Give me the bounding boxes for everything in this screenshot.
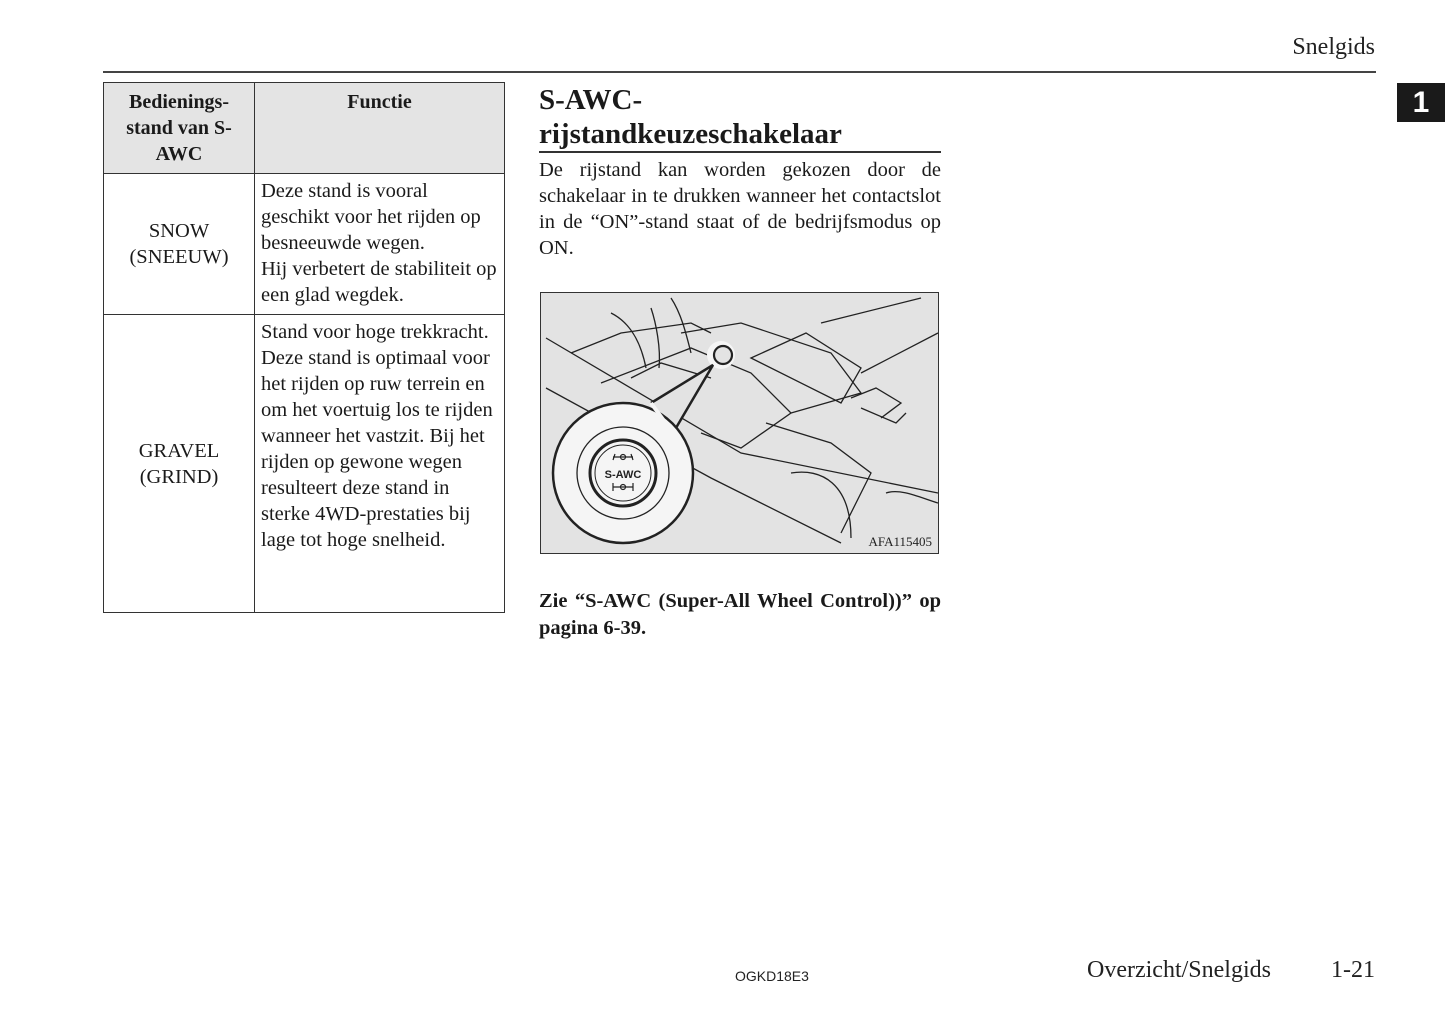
mode-translation: (GRIND)	[139, 465, 219, 488]
table-header-row	[104, 83, 505, 174]
sawc-mode-table	[103, 82, 505, 613]
running-header-title: Snelgids	[1292, 34, 1375, 60]
section-title: S-AWC-rijstandkeuzeschakelaar	[539, 84, 842, 150]
table-row	[104, 174, 505, 315]
mode-translation: (SNEEUW)	[129, 246, 229, 268]
function-text: Stand voor hoge trekkracht.	[261, 321, 489, 343]
header-rule	[103, 71, 1376, 73]
document-code: OGKD18E3	[735, 968, 809, 984]
function-text: Deze stand is vooral geschikt voor het rijden op besneeuwde wegen.	[261, 180, 481, 254]
footer-section-title: Overzicht/Snelgids	[1087, 957, 1271, 983]
page-number: 1-21	[1331, 957, 1375, 983]
chapter-tab: 1	[1397, 83, 1445, 122]
mode-name: GRAVEL	[138, 439, 220, 462]
function-cell	[255, 174, 505, 315]
mode-cell	[104, 174, 255, 315]
mode-cell	[104, 315, 255, 613]
table-header-function: Functie	[255, 83, 505, 174]
function-cell	[255, 315, 505, 613]
figure-code: AFA115405	[868, 534, 932, 549]
sawc-switch-illustration	[540, 292, 939, 554]
section-body: De rijstand kan worden gekozen door de schakelaar in te drukken wanneer het contactslot in de “ON”-stand staat of de bedrijfsmodus op ON.	[539, 159, 941, 259]
mode-name: SNOW	[148, 220, 210, 242]
sawc-button-small	[714, 346, 732, 364]
cross-reference: Zie “S-AWC (Super-All Wheel Control))” op pagina 6-39.	[539, 590, 941, 639]
section-title-rule	[539, 151, 941, 153]
button-label: S-AWC	[604, 469, 642, 481]
table-row	[104, 315, 505, 613]
table-header-mode: Bedienings-stand van S-AWC	[104, 83, 255, 174]
function-text: Hij verbetert de stabiliteit op een glad wegdek.	[261, 258, 497, 306]
function-text: Deze stand is optimaal voor het rijden op ruw terrein en om het voertuig los te rijden wanneer het vastzit. Bij het rijden op gewone wegen resulteert deze stand in sterke 4WD-prestaties bij lage tot hoge snelheid.	[261, 347, 493, 551]
console-drawing	[541, 293, 938, 553]
